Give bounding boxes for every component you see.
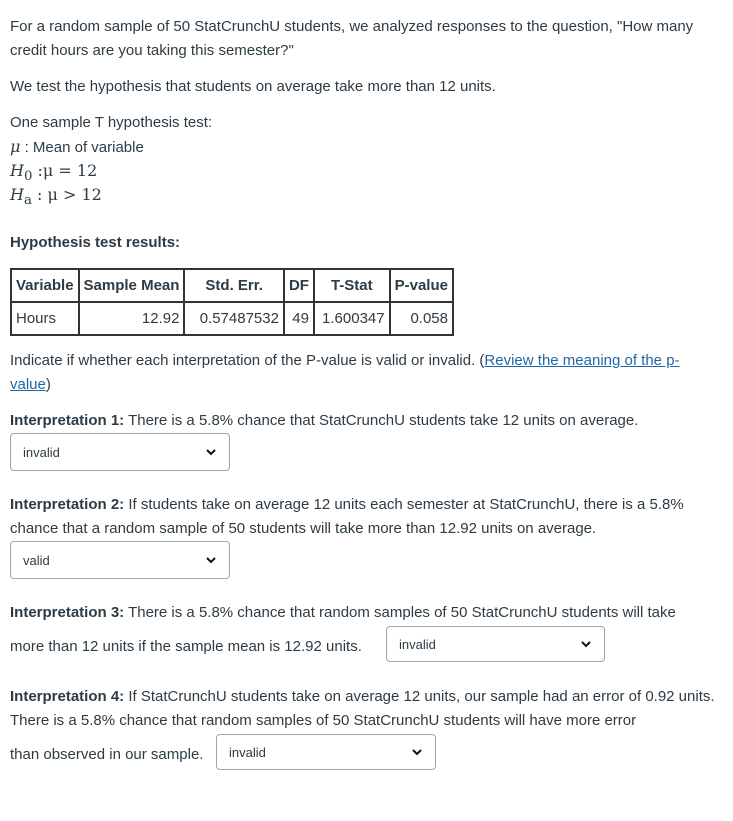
interpretation-4-text: If StatCrunchU students take on average 12 units, our sample had an error of 0.92 units. There is a 5.8% chance that random samples of 50 StatCrunchU students will have more error <box>10 688 715 729</box>
ha-expression: : μ > 12 <box>37 185 102 204</box>
column-header: P-value <box>390 269 453 302</box>
chevron-down-icon <box>205 446 217 458</box>
alternative-hypothesis <box>10 183 720 213</box>
table-row <box>11 302 453 335</box>
intro-paragraph: For a random sample of 50 StatCrunchU students, we analyzed responses to the question, "How many credit hours are you taking this semester?" <box>10 18 694 59</box>
instructions-text: Indicate if whether each interpretation of the P-value is valid or invalid. ( <box>10 352 485 369</box>
chevron-down-icon <box>411 746 423 758</box>
ha-subscript: a <box>23 193 32 209</box>
interpretation-2-selected-value: valid <box>23 552 50 568</box>
column-header: T-Stat <box>314 269 390 302</box>
table-cell: 0.57487532 <box>184 302 284 335</box>
h0-symbol: H <box>10 161 24 180</box>
h0-subscript: 0 <box>23 169 33 185</box>
interpretation-4-select[interactable] <box>216 734 436 770</box>
column-header: DF <box>284 269 314 302</box>
interpretation-3-selected-value: invalid <box>399 636 436 652</box>
results-heading: Hypothesis test results: <box>10 234 181 251</box>
interpretation-3 <box>10 601 720 625</box>
mu-symbol: μ <box>10 137 21 156</box>
h0-expression: :μ = 12 <box>37 161 98 180</box>
column-header: Variable <box>11 269 79 302</box>
interpretation-4-label: Interpretation 4: <box>10 688 125 705</box>
instructions-close: ) <box>45 376 51 393</box>
interpretation-3-text: There is a 5.8% chance that random samples of 50 StatCrunchU students will take <box>124 604 676 621</box>
interpretation-2-label: Interpretation 2: <box>10 496 125 513</box>
column-header: Sample Mean <box>79 269 185 302</box>
interpretation-1-text: There is a 5.8% chance that StatCrunchU students take 12 units on average. <box>124 412 639 429</box>
mu-description: : Mean of variable <box>20 139 144 156</box>
chevron-down-icon <box>580 638 592 650</box>
table-cell: 12.92 <box>79 302 185 335</box>
column-header: Std. Err. <box>184 269 284 302</box>
interpretation-1-select[interactable] <box>10 433 230 471</box>
interpretation-3-label: Interpretation 3: <box>10 604 125 621</box>
interpretation-4-selected-value: invalid <box>229 744 266 760</box>
table-cell: Hours <box>11 302 79 335</box>
review-pvalue-link[interactable]: Review the meaning of the p-value <box>10 352 680 393</box>
mu-definition <box>10 135 720 160</box>
table-cell: 49 <box>284 302 314 335</box>
chevron-down-icon <box>205 554 217 566</box>
ha-symbol: H <box>10 185 24 204</box>
instructions <box>10 349 710 397</box>
interpretation-2-text: If students take on average 12 units each semester at StatCrunchU, there is a 5.8% chance that a random sample of 50 students will take more than 12.92 units on average. <box>10 496 684 537</box>
interpretation-1-label: Interpretation 1: <box>10 412 125 429</box>
interpretation-4-line2: than observed in our sample. <box>10 746 204 763</box>
table-header-row <box>11 269 453 302</box>
table-cell: 0.058 <box>390 302 453 335</box>
interpretation-2 <box>10 493 720 541</box>
interpretation-2-select[interactable] <box>10 541 230 579</box>
test-title: One sample T hypothesis test: <box>10 114 213 131</box>
interpretation-3-line2: more than 12 units if the sample mean is 12.92 units. <box>10 638 362 655</box>
hypothesis-statement: We test the hypothesis that students on average take more than 12 units. <box>10 78 496 95</box>
interpretation-4 <box>10 685 715 733</box>
interpretation-3-select[interactable] <box>386 626 605 662</box>
interpretation-1 <box>10 409 720 433</box>
table-cell: 1.600347 <box>314 302 390 335</box>
results-table <box>10 268 454 336</box>
interpretation-1-selected-value: invalid <box>23 444 60 460</box>
